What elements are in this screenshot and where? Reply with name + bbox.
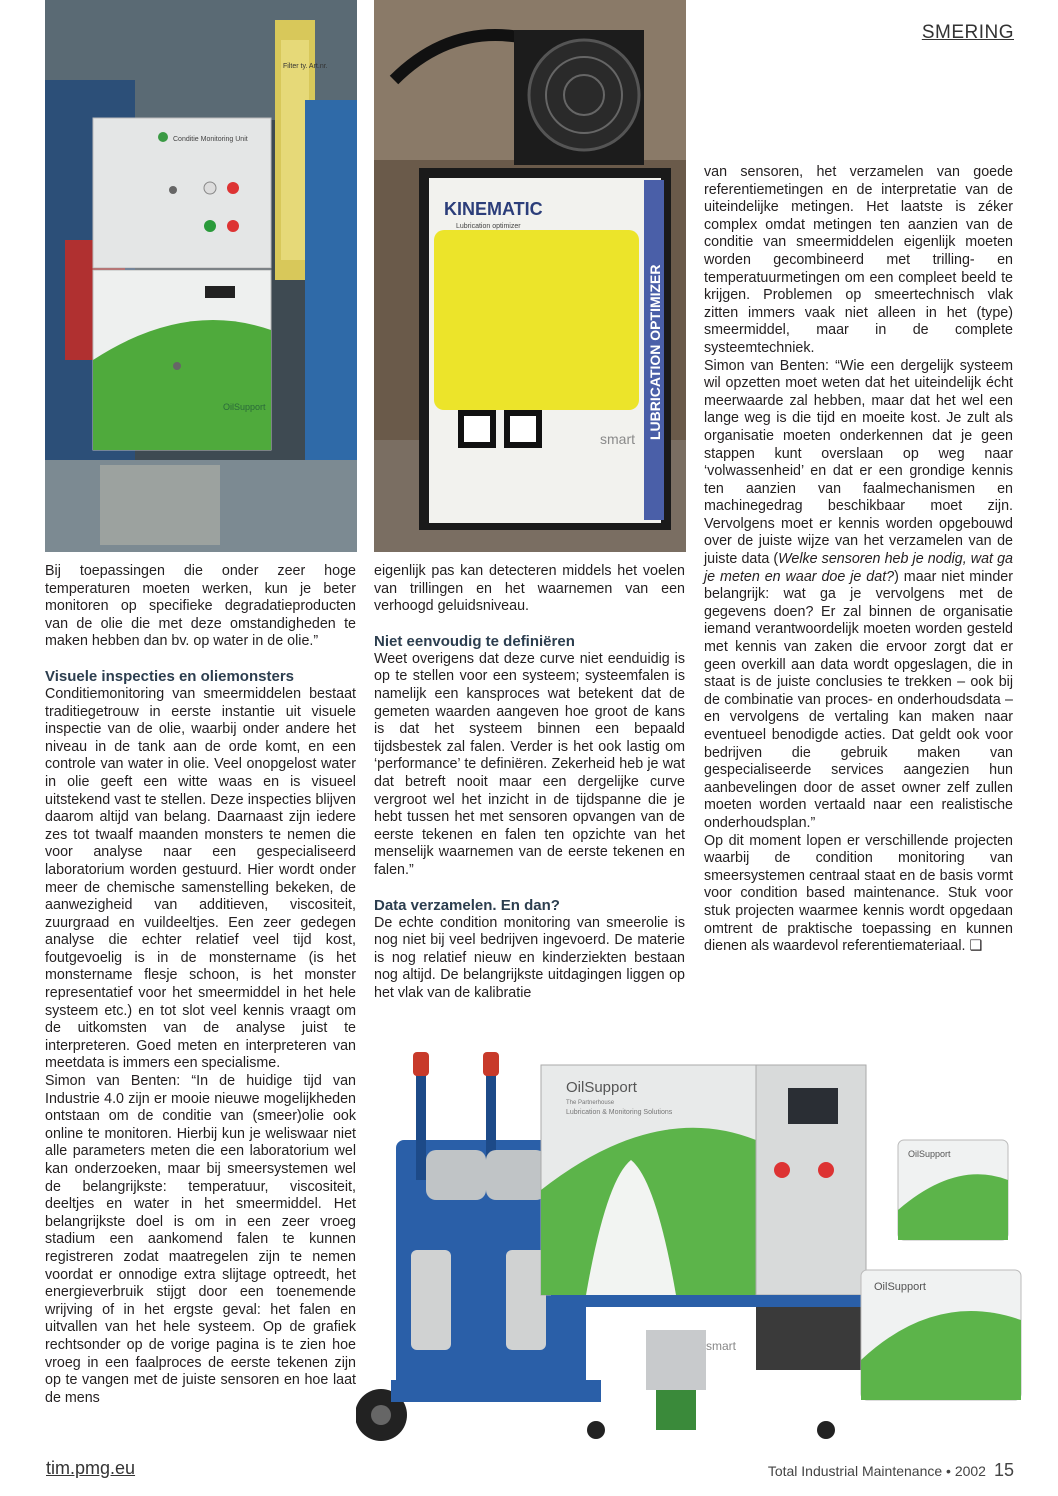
paragraph: van sensoren, het verzamelen van goede referentiemetingen en de interpretatie van de uiteindelijke metingen. Het laatste is zéker complex omdat metingen ten aanzien van de conditie van smeermiddelen eigenlijk moeten worden gecombineerd met trilling- en temperatuurmetingen om een compleet beeld te krijgen. Problemen op smeertechnisch vlak zitten immers vaak niet alleen in het (type) smeermiddel, maar in de complete systeemtechniek. [704, 164, 1013, 356]
brand-name: KINEMATIC [444, 199, 543, 219]
paragraph: Op dit moment lopen er verschillende projecten waarbij de condition monitoring van smeersystemen centraal staat en de basis vormt voor condition based maintenance. Stuk voor stuk projecten waarmee kennis wordt opgedaan omtrent de praktische toepassing en kunnen dienen als waardevol referentiemateriaal. ❑ [704, 832, 1013, 955]
paragraph: Weet overigens dat deze curve niet eenduidig is op te stellen voor een systeem; systeemfalen is namelijk een kansproces wat betekent dat de gemeten waarden aangeven hoe groot de kans is dat het systeem binnen een bepaald tijdsbestek zal falen. Verder is het ook lastig om ‘performance’ te definiëren. Zekerheid heb je wat dat betreft nooit maar een dergelijke curve vergroot wel het inzicht in de tijdspanne die je hebt tussen het met sensoren opvangen van de eerste tekenen en falen ten opzichte van het menselijk waarnemen van de eerste tekenen en falen.” [374, 650, 685, 878]
product-brand: OilSupport [566, 1079, 637, 1096]
magazine-name: Total Industrial Maintenance • 2002 [767, 1463, 986, 1479]
footer-website-link[interactable]: tim.pmg.eu [46, 1458, 136, 1478]
brand-subtitle: Lubrication optimizer [456, 223, 521, 230]
filter-label: Filter ty. Art.nr. [283, 63, 328, 70]
footer-publication [700, 1460, 1014, 1481]
text-column-2 [374, 563, 685, 1002]
paragraph: Simon van Benten: “In de huidige tijd van Industrie 4.0 zijn er mooie nieuwe mogelijkheden ontstaan om de conditie van (smeer)olie ook online te monitoren. Hierbij kun je weliswaar niet alle parameters meten die een laboratorium wel kan onderzoeken, maar bij smeersystemen wel de belangrijkste: temperatuur, viscositeit, deeltjes en water in het smeermiddel. Het belangrijkste doel is om in een zeer vroeg stadium een aankomend falen te kunnen registreren zodat maatregelen zijn te nemen voordat er onnodige extra slijtage optreedt, het energieverbruik stijgt door een toenemende wrijving of in het ergste geval: het falen en uitvallen van het hele systeem. Op de grafiek rechtsonder op de vorige pagina is te zien hoe vroeg in een faalproces de eerste tekenen zijn op te vangen met de juiste sensoren en hoe laat de mens [45, 1073, 356, 1406]
paragraph: Simon van Benten: “Wie een dergelijk systeem wil opzetten moet weten dat het uiteindelijk écht meerwaarde zal hebben, maar dat het wel een lange weg is die tijd en moeite kost. Je zult als organisatie moeten onderkennen dat je geen stappen kunt overslaan op weg naar ‘volwassenheid’ en dat er een grondige kennis ten aanzien van faalmechanismen en machinegedrag beschikbaar moet zijn. Vervolgens moet er kennis worden opgebouwd over de juiste wijze van het verzamelen van de juiste data (Welke sensoren heb je nodig, wat ga je meten en waar doe je dat?) maar niet minder belangrijk: wat ga je vervolgens met de gegevens doen? Er zal binnen de organisatie iemand verantwoordelijk moeten worden gesteld met kennis van zaken die ervoor zorgt dat er geen overkill aan data wordt opgeslagen, die in staat is de juiste conclusies te trekken – ook bij de combinatie van proces- en onderhoudsdata – en vervolgens de vertaling kan maken naar eventueel benodigde acties. Dat geldt ook voor bedrijven die gebruik maken van gespecialiseerde services aangezien hun aanbevelingen door de asset owner zelf zullen moeten worden vertaald naar een realistische onderhoudsplan.” [704, 357, 1013, 831]
subheading: Niet eenvoudig te definiëren [374, 632, 575, 650]
product-tagline-2: Lubrication & Monitoring Solutions [566, 1109, 673, 1116]
smart-logo: smart [600, 431, 635, 447]
product-tagline-1: The Partnerhouse [566, 1100, 615, 1106]
paragraph: eigenlijk pas kan detecteren middels het voelen van trillingen en het waarnemen van een verhoogd geluidsniveau. [374, 563, 685, 615]
paragraph: Bij toepassingen die onder zeer hoge temperaturen moeten werken, kun je beter monitoren op specifieke degradatieproducten van de olie die met deze omstandigheden te maken hebben dan bv. op water in de olie.” [45, 563, 356, 650]
paragraph: Conditiemonitoring van smeermiddelen bestaat traditiegetrouw in eerste instantie uit visuele inspectie van de olie, waarbij onder andere het niveau in de tank aan de orde komt, en een controle van water in olie. Veel onopgelost water in olie geeft een witte waas en is visueel uitstekend vast te stellen. Deze inspecties blijven daarom altijd van belang. Daarnaast zijn iedere zes tot twaalf maanden monsters te nemen die voor analyse naar een gespecialiseerd laboratorium worden gestuurd. Hier wordt onder meer de chemische samenstelling bekeken, de aanwezigheid van additieven, viscositeit, zuurgraad en vuildeeltjes. Een zeer gedegen analyse die echter relatief veel tijd kost, foutgevoelig is in de monstername (is het monstername flesje schoon, is het monster representatief voor het smeermiddel in het hele systeem etc.) en tot slot veel kennis vraagt om de uitkomsten van de analyse juist te interpreteren. Goed meten en interpreteren van meetdata is immers een specialisme. [45, 685, 356, 1072]
unit-label: Conditie Monitoring Unit [173, 136, 248, 143]
subheading: Visuele inspecties en oliemonsters [45, 667, 294, 685]
smart-logo: smart [706, 1339, 736, 1353]
unit-brand: OilSupport [223, 402, 266, 412]
subheading: Data verzamelen. En dan? [374, 896, 560, 914]
text-column-1 [45, 563, 356, 1407]
section-title: SMERING [921, 22, 1014, 43]
end-mark-icon: ❑ [969, 938, 983, 955]
small-unit-brand-1: OilSupport [908, 1149, 951, 1159]
paragraph: De echte condition monitoring van smeerolie is nog niet bij veel bedrijven ingevoerd. De materie is nog relatief nieuw en kinderziekten bestaan nog altijd. De belangrijkste uitdagingen liggen op het vlak van de kalibratie [374, 914, 685, 1001]
side-label: LUBRICATION OPTIMIZER [647, 264, 663, 440]
photo-condition-monitoring-unit [45, 0, 357, 552]
page-number: 15 [993, 1460, 1014, 1480]
photo-kinematic-optimizer [374, 0, 686, 552]
text-column-3 [704, 164, 1013, 956]
small-unit-brand-2: OilSupport [874, 1281, 926, 1293]
photo-product-lineup [356, 1040, 1032, 1454]
